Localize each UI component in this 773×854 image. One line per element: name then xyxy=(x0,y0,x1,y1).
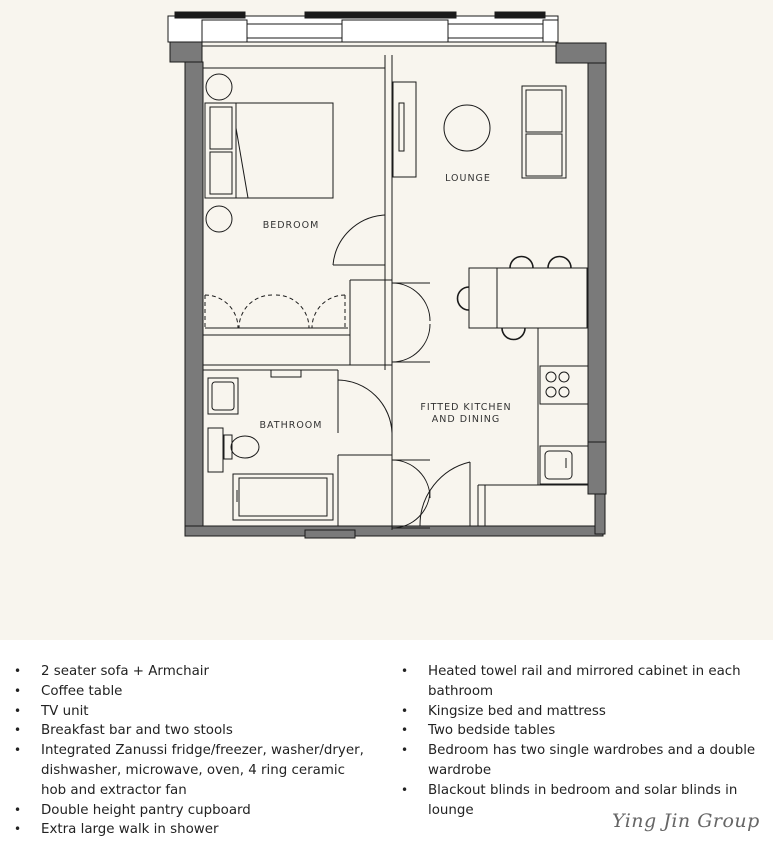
bedroom-furniture xyxy=(205,74,348,328)
doors xyxy=(333,215,470,528)
feature-item: • Kingsize bed and mattress xyxy=(401,702,761,722)
feature-item: • 2 seater sofa + Armchair xyxy=(14,662,374,682)
feature-item: • Coffee table xyxy=(14,682,374,702)
feature-item: • Blackout blinds in bedroom and solar blinds in lounge xyxy=(401,781,761,821)
interior-walls xyxy=(203,55,588,530)
room-label-bedroom: BEDROOM xyxy=(262,220,320,231)
company-logo: Ying Jin Group xyxy=(612,810,760,832)
feature-item: • Integrated Zanussi fridge/freezer, washer/dryer, dishwasher, microwave, oven, 4 ring ceramic hob and extractor fan xyxy=(14,741,374,800)
kitchen-units xyxy=(458,257,589,485)
room-label-kitchen-line2: AND DINING xyxy=(431,414,501,425)
feature-item: • TV unit xyxy=(14,702,374,722)
room-label-bathroom: BATHROOM xyxy=(259,420,323,431)
feature-item: • Two bedside tables xyxy=(401,721,761,741)
bathroom-fixtures xyxy=(208,370,333,520)
feature-item: • Breakfast bar and two stools xyxy=(14,721,374,741)
feature-item: • Extra large walk in shower xyxy=(14,820,374,840)
feature-item: • Bedroom has two single wardrobes and a double wardrobe xyxy=(401,741,761,781)
feature-item: • Double height pantry cupboard xyxy=(14,801,374,821)
feature-list-right xyxy=(401,662,761,820)
lounge-furniture xyxy=(393,82,566,178)
feature-item: • Heated towel rail and mirrored cabinet in each bathroom xyxy=(401,662,761,702)
feature-list-left xyxy=(14,662,374,840)
exterior-walls xyxy=(170,42,606,538)
top-windows xyxy=(168,12,558,46)
room-label-lounge: LOUNGE xyxy=(445,173,491,184)
room-label-kitchen-line1: FITTED KITCHEN xyxy=(420,402,512,413)
